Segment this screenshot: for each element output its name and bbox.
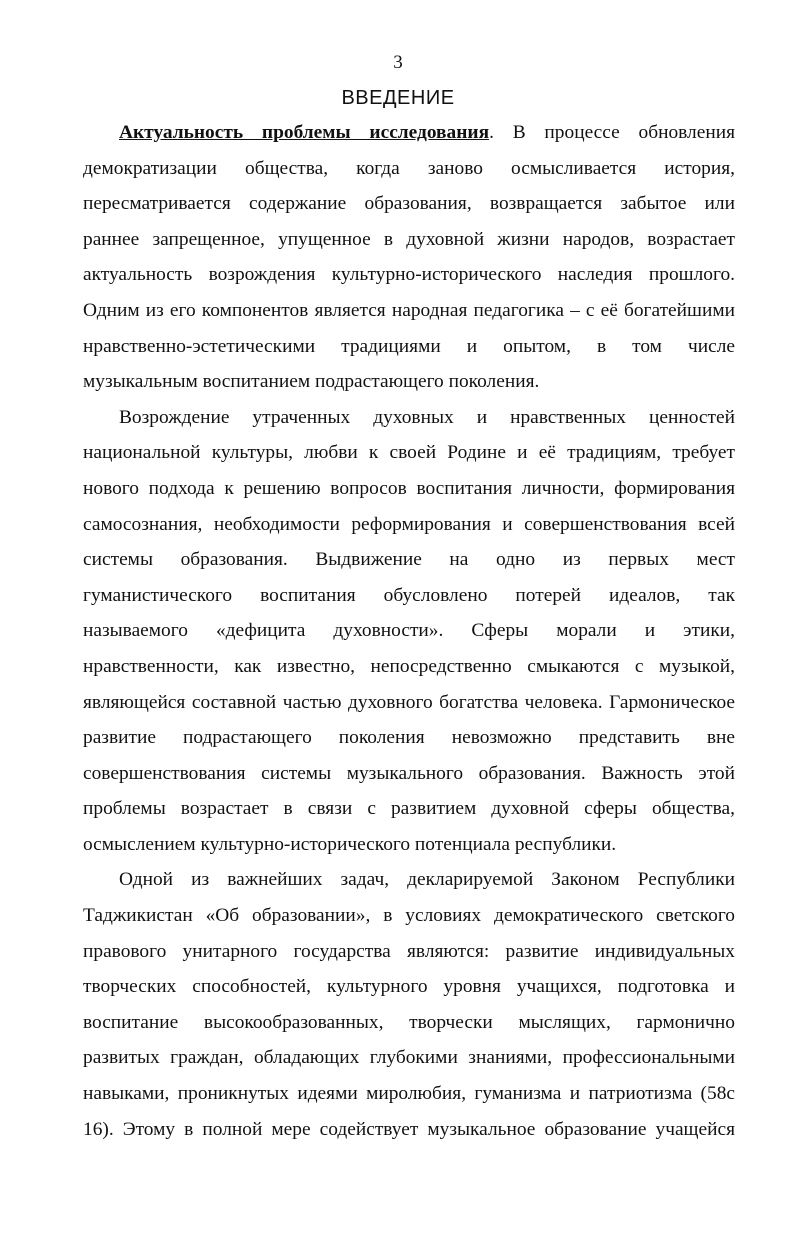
text-line: нового подхода к решению вопросов воспитания личности, формирования bbox=[83, 477, 735, 499]
section-heading: ВВЕДЕНИЕ bbox=[341, 87, 455, 109]
text-line: Одним из его компонентов является народная педагогика – с её богатейшими bbox=[83, 299, 735, 321]
paragraph-revival bbox=[83, 400, 735, 863]
text-line: Таджикистан «Об образовании», в условиях демократического светского bbox=[83, 905, 735, 927]
text-line: актуальность возрождения культурно-исторического наследия прошлого. bbox=[83, 264, 735, 286]
text-line: пересматривается содержание образования, возвращается забытое или bbox=[83, 193, 735, 215]
text-line: проблемы возрастает в связи с развитием духовной сферы общества, bbox=[83, 798, 735, 820]
body-text bbox=[83, 115, 735, 1147]
text-line: называемого «дефицита духовности». Сферы морали и этики, bbox=[83, 620, 735, 642]
text-line: Актуальность проблемы исследования. В процессе обновления bbox=[119, 122, 735, 143]
text-line: развитие подрастающего поколения невозможно представить вне bbox=[83, 727, 735, 749]
text-line: правового унитарного государства являются: развитие индивидуальных bbox=[83, 940, 735, 962]
text-line: самосознания, необходимости реформирования и совершенствования всей bbox=[83, 513, 735, 535]
text-line: навыками, проникнутых идеями миролюбия, гуманизма и патриотизма (58с bbox=[83, 1083, 735, 1105]
text-line: национальной культуры, любви к своей Родине и её традициям, требует bbox=[83, 442, 735, 464]
text-line: гуманистического воспитания обусловлено потерей идеалов, так bbox=[83, 584, 735, 606]
text-line: являющейся составной частью духовного богатства человека. Гармоническое bbox=[83, 691, 735, 713]
text-line: нравственности, как известно, непосредственно смыкаются с музыкой, bbox=[83, 655, 735, 677]
text-line: развитых граждан, обладающих глубокими знаниями, профессиональными bbox=[83, 1047, 735, 1069]
text-line: воспитание высокообразованных, творчески мыслящих, гармонично bbox=[83, 1011, 735, 1033]
text-line: системы образования. Выдвижение на одно из первых мест bbox=[83, 549, 735, 571]
paragraph-law bbox=[83, 862, 735, 1147]
text-line: осмыслением культурно-исторического потенциала республики. bbox=[83, 833, 617, 855]
page-number: 3 bbox=[393, 52, 403, 73]
text-line: Одной из важнейших задач, декларируемой Законом Республики bbox=[119, 869, 735, 891]
text-line: совершенствования системы музыкального образования. Важность этой bbox=[83, 762, 735, 784]
text-line: нравственно-эстетическими традициями и опытом, в том числе bbox=[83, 335, 735, 357]
text-line: раннее запрещенное, упущенное в духовной жизни народов, возрастает bbox=[83, 228, 735, 250]
text-line: Возрождение утраченных духовных и нравственных ценностей bbox=[119, 406, 735, 428]
relevance-heading: Актуальность проблемы исследования bbox=[119, 122, 490, 143]
paragraph-relevance bbox=[83, 115, 735, 400]
text-line: 16). Этому в полной мере содействует музыкальное образование учащейся bbox=[83, 1118, 735, 1140]
text-line: музыкальным воспитанием подрастающего поколения. bbox=[83, 371, 540, 393]
text-line: демократизации общества, когда заново осмысливается история, bbox=[83, 157, 735, 179]
text-line: творческих способностей, культурного уровня учащихся, подготовка и bbox=[83, 976, 735, 998]
